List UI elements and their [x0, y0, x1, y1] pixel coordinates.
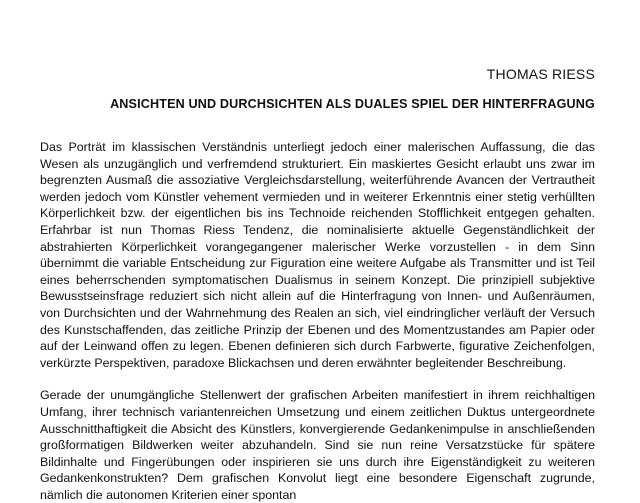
author-name: THOMAS RIESS [486, 66, 595, 82]
paragraph-1: Das Porträt im klassischen Verständnis unterliegt jedoch einer malerischen Auffassung, die das Wesen als unzugänglich und verfremdend strukturiert. Ein maskiertes Gesicht erlaubt uns zwar im begrenzten Ausmaß die assoziative Vergleichsdarstellung, weiterführende Avancen der Vertrautheit werden jedoch vom Künstler vehement vermieden und in weiterer Erkenntnis einer stetig verhüllten Körperlichkeit bzw. der eigentlichen bis ins Technoide reichenden Stofflichkeit entgegen gehalten. Erfahrbar ist nun Thomas Riess Tendenz, die nominalisierte aktuelle Gegenständlichkeit der abstrahierten Körperlichkeit vorangegangener malerischer Werke vorzustellen - in dem Sinn übernimmt die variable Entscheidung zur Figuration eine weitere Aufgabe als Transmitter und ist Teil eines beherrschenden symptomatischen Dualismus in seinem Konzept. Die prinzipiell subjektive Bewusstseinsfrage reduziert sich nicht allein auf die Hinterfragung von Innen- und Außenräumen, von Durchsichten und der Wahrnehmung des Realen an sich, viel eindringlicher verläuft der Versuch des Kunstschaffenden, das zeitliche Prinzip der Ebenen und des Momentzustandes am Papier oder auf der Leinwand offen zu legen. Ebenen definieren sich durch Farbwerte, figurative Zeichenfolgen, verkürzte Perspektiven, paradoxe Blickachsen und deren erwähnter begleitender Beschreibung. [40, 140, 595, 370]
document-title: ANSICHTEN UND DURCHSICHTEN ALS DUALES SPIEL DER HINTERFRAGUNG [110, 97, 595, 111]
body-text [40, 139, 595, 503]
paragraph-2: Gerade der unumgängliche Stellenwert der grafischen Arbeiten manifestiert in ihrem reichhaltigen Umfang, ihrer technisch variantenreichen Umsetzung und einem zeitlichen Duktus untergeordnete Ausschnitthaftigkeit die Absicht des Künstlers, konvergierende Gedankenimpulse in anschließenden großformatigen Bildwerken weiter abzuhandeln. Sind sie nun reine Versatzstücke für spätere Bildinhalte und Fingerübungen oder inspirieren sie uns durch ihre Eigenständigkeit zu weiteren Gedankenkonstrukten? Dem grafischen Konvolut liegt eine besondere Eigenschaft zugrunde, nämlich die autonomen Kriterien einer spontan [40, 388, 595, 502]
